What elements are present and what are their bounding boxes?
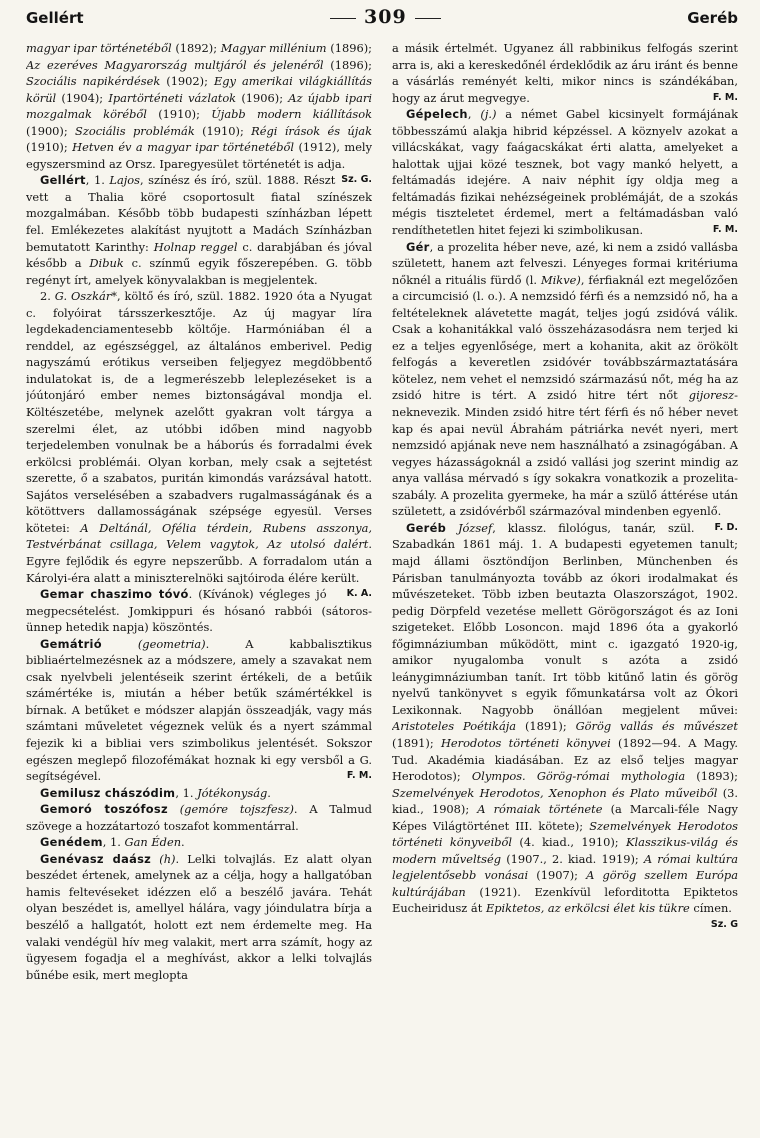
italic-text: Ipartörténeti vázlatok [108, 90, 237, 105]
body-text: (1907); [528, 868, 587, 883]
italic-text: A görög szellem Európa kultúrájában [392, 868, 738, 899]
right-column [392, 40, 738, 1132]
body-text [168, 802, 180, 816]
italic-text: Egy amerikai világkiállítás körül [26, 74, 372, 105]
entry-signature: F. M. [346, 770, 372, 782]
body-text: (1902); [160, 74, 214, 89]
entry-headword: Gemilusz chászódim [40, 785, 176, 800]
italic-text: Újabb modern kiállítások [211, 107, 372, 122]
entry-gepelech [392, 106, 738, 238]
body-text: (1910); [26, 140, 73, 155]
italic-text: József [457, 520, 493, 535]
italic-text: Herodotos történeti könyvei [440, 735, 611, 750]
italic-text: Klasszikus-világ és modern műveltség [392, 835, 738, 866]
italic-text: Görög vallás és művészet [575, 719, 738, 734]
body-text: (1892—94. A Magy. Tud. Akadémia kiadásában. Ez az első teljes magyar Herodotos); [392, 735, 738, 784]
body-text: (1904); [56, 90, 109, 105]
entry-signature: F. M. [712, 91, 738, 103]
running-header [26, 6, 738, 40]
italic-text: Szociális napikérdések [26, 74, 161, 89]
entry-headword: Gellért [40, 173, 86, 188]
italic-text: (geometria) [137, 636, 206, 651]
entry-headword: Gemátrió [40, 636, 102, 651]
entry-gemar [26, 586, 372, 636]
italic-text: Hetven év a magyar ipar történetéből [72, 140, 295, 155]
header-right-keyword: Geréb [687, 9, 738, 27]
body-text: (1891); [516, 719, 576, 734]
entry-gellert-lajos [26, 172, 372, 288]
body-text: . [181, 835, 185, 850]
body-text: , költő és író, szül. 1882. 1920 óta a Nyugat c. folyóirat társszerkesztője. Az új magyar líra legdekadenciamentesebb költője. Harmóniában él a renddel, az egészséggel, az általános emberivel. Pedig nagyszámú erótikus verseiben feljegyez megdöbbentő indulatokat is, de a legmerészebb leleplezéseket is a jóútonjáró ember nemes biztonságával mondja el. Költészetébe, melynek azelőtt gyakran volt tárgya a szerelmi élet, az utóbbi időben mind nagyobb terjedelemben vonulnak be a háborús és forradalmi évek erkölcsi problémái. Olyan korban, mely csak a sejtetést szerette, ő a szabatos, puritán kimondás varázsával hatott. Sajátos verselésében a szabadvers rugalmasságának és a kötöttvers dallamosságának szépsége egyesül. Verses kötetei: [26, 289, 372, 535]
entry-genedem [26, 834, 372, 851]
body-text: (1896); [323, 57, 372, 72]
body-text: , a prozelita héber neve, azé, ki nem a zsidó vallásba született, hanem azt felveszi. Lényeges formai kritériuma nőknél a rituális fürdő (l. [392, 239, 738, 287]
body-text: , [467, 107, 481, 122]
entry-gemilusz [26, 785, 372, 802]
entry-signature: F. M. [712, 224, 738, 236]
body-text: 2. [40, 289, 55, 304]
body-text: , 1. [102, 835, 125, 850]
italic-text: Gan Éden [124, 835, 182, 850]
italic-text: Szociális problémák [75, 123, 195, 138]
body-text: a német Gabel kicsinyelt formájának többesszámú alakja hibrid képzéssel. A köznyelv azokat a villácskákat, vagy faágacskákat érti alatta, amelyeket a halottak ujjai közé tesznek, bot vagy mankó helyett, a feltámadás idejére. A naiv néphit így oldja meg a feltámadás fizikai nehézségeinek problémáját, de a szokás mégis tiszteletet érdemel, mert a feltámadásban való rendíthetetlen hitet fejezi ki szimbolikusan. [392, 107, 738, 238]
entry-headword: Genévasz daász [40, 851, 152, 866]
body-text: (3. kiad., 1908); [392, 785, 738, 817]
entry-headword: Genédem [40, 835, 103, 850]
entry-signature: K. A. [346, 588, 372, 600]
body-text: -neknevezik. Minden zsidó hitre tért férfi és nő héber nevet kap és apai nevül Ábrahám pátriárka nevét nyeri, mert nemzsidó apjának neve nem használható a zsinagógában. A vegyes házasságoknál a zsidó vallási jog szerint mindig az anya vallása mérvadó s így sokakra vonatkozik a prozelita-szabály. A prozelita gyermeke, ha már a szülő áttérése után született, a zsidóvérből származóval mindenben egyenlő. [392, 388, 738, 519]
body-text: , színész és író, szül. 1888. Részt vett a Thalia köré csoportosult fiatal színészek mozgalmában. Később több budapesti színházban lépett fel. Emlékezetes alakítást nyujtott a Madách Színházban bemutatott Karinthy: [26, 173, 372, 254]
body-text: (1891); [392, 735, 441, 750]
italic-text: Dibuk [89, 256, 124, 271]
italic-text: Epiktetos, az erkölcsi élet kis tükre [485, 901, 690, 916]
body-text: (1893); [685, 769, 738, 784]
entry-headword: Geréb [406, 520, 447, 535]
body-text: . [267, 785, 271, 800]
italic-text: Holnap reggel [153, 239, 238, 254]
italic-text: A Deltánál, Ofélia térdein, Rubens asszonya, Testvérbánat csillaga, Velem vagytok, Az utolsó dalért [26, 520, 372, 552]
header-dash-right [415, 18, 441, 19]
entry-signature: F. D. [714, 521, 738, 533]
entry-gematrio [26, 636, 372, 785]
italic-text: magyar ipar történetéből [26, 41, 172, 55]
body-text: . A kabbalisztikus bibliaértelmezésnek az a módszere, amely a szavakat nem csak nyelvbeli jelentéseik szerint értékeli, de a betűik számértéke is, miután a héber betűk számértékkel is bírnak. A betűket e módszer alapján összeadják, vagy más számtani műveletet végeznek velük és a nyert számmal fejezik ki a bibliai vers szimbolikus jelentését. Sokszor egészen meglepő filozofémákat hoznak ki egy versből a G. segítségével. [26, 636, 372, 784]
italic-text: Jótékonyság [197, 785, 268, 800]
body-text: c. darabjában és jóval később a [26, 239, 372, 271]
body-text: . A Talmud szövege a hozzátartozó toszafot kommentárral. [26, 802, 372, 833]
entry-headword: Gépelech [406, 107, 468, 122]
body-text: címen. [689, 901, 732, 916]
body-text: . (Kívánok) végleges jó megpecsételést. Jomkippuri és hósanó rabbói (sátoros-ünnep hetedik napja) köszöntés. [26, 587, 372, 635]
body-text: a másik értelmét. Ugyanez áll rabbinikus felfogás szerint arra is, aki a kereskedőnél érdeklődik az áru iránt és benne a vásárlás reményét kelti, mikor nincs is szándékában, hogy az árut megvegye. [392, 41, 738, 105]
italic-text: Szemelvények Herodotos, Xenophon és Plato műveiből [392, 785, 718, 800]
body-text: (1896); [326, 41, 372, 55]
body-text [102, 637, 138, 651]
italic-text: (gemóre tojszfesz) [179, 802, 294, 817]
body-text: . Lelki tolvajlás. Ez alatt olyan beszédet értenek, amelynek az a célja, hogy a hallgatóban hamis feltevéseket idézzen elő a beszélő javára. Tehát olyan beszédet is, amellyel hálára, vagy jóindulatra bírja a beszélő a hallgatót, holott ezt nem érdemelte meg. Ha valaki vendégül hív meg valakit, mert arra számít, hogy az ügyesem fogadja el a meghívást, akkor a lelki tolvajlás bűnébe esik, mert meglopta [26, 851, 372, 982]
body-text: , klassz. filológus, tanár, szül. Szabadkán 1861 máj. 1. A budapesti egyetemen tanult; majd állami ösztöndíjon Berlinben, Münchenben és Párisban tanulmányozta tovább az ókori irodalmakat és művészeteket. Több izben beutazta Olaszországot, 1902. pedig Dörpfeld vezetése mellett Görögországot és az Ioni szigeteket. Előbb Losoncon. majd 1896 óta a gyakorló főgimnáziumban működött, mint c. igazgató 1920-ig, amikor nyugalomba vonult s azóta a zsidó leánygimnáziumban tanít. Irt több kitűnő latin és görög nyelvű tankönyvet s egyik főmunkatársa volt az Ókori Lexikonnak. Nagyobb önállóan megjelent művei: [392, 520, 738, 717]
header-page-number-group [322, 6, 449, 28]
italic-text: Mikve) [540, 272, 581, 287]
entry-headword: Gemar chaszimo tóvó [40, 587, 189, 602]
italic-text: (h) [159, 851, 176, 866]
left-column [26, 40, 372, 1132]
italic-text: Aristoteles Poétikája [392, 719, 517, 734]
italic-text: Régi írások és újak [251, 123, 372, 138]
italic-text: Lajos [109, 173, 140, 188]
italic-text: G. Oszkár* [54, 289, 117, 304]
body-text: , 1. [175, 785, 198, 800]
header-left-keyword: Gellért [26, 9, 84, 27]
italic-text: gijoresz [688, 388, 735, 403]
body-text: c. színmű egyik főszerepében. G. több regényt írt, amelyek könyvalakban is megjelentek. [26, 256, 372, 287]
body-text: (4. kiad., 1910); [512, 835, 627, 850]
italic-text: A rómaiak története [477, 802, 603, 817]
body-text: (1910); [194, 123, 252, 138]
italic-text: Az ezeréves Magyarország multjáról és jelenéről [26, 57, 324, 72]
italic-text: A római kultúra legjelentősebb vonásai [392, 851, 738, 883]
entry-headword: Gér [406, 239, 430, 254]
body-text: (a Marcali-féle Nagy Képes Világtörténet III. kötete); [392, 802, 738, 833]
two-column-body [26, 40, 738, 1132]
body-text [446, 521, 458, 535]
entry-headword: Gemoró toszófosz [40, 802, 168, 817]
body-text: (1907., 2. kiad. 1919); [501, 851, 644, 866]
body-text: (1900); [26, 123, 76, 138]
italic-text: Az újabb ipari mozgalmak köréből [26, 90, 372, 122]
page-number: 309 [364, 6, 407, 28]
header-dash-left [330, 18, 356, 19]
italic-text: Szemelvények Herodotos történeti könyveiből [392, 818, 738, 850]
entry-signature: Sz. G. [341, 174, 372, 186]
body-text: (1912), mely egyszersmind az Orsz. Iparegyesület történetét is adja. [26, 140, 372, 171]
entry-gereb-jozsef [392, 520, 738, 930]
italic-text: Olympos. Görög-római mythologia [471, 769, 686, 784]
body-text: (1906); [236, 90, 289, 105]
body-text: . Egyre fejlődik és egyre nepszerűbb. A forradalom után a Károlyi-éra alatt a miniszterelnöki sajtóiroda élére került. [26, 537, 372, 585]
entry-gemoro [26, 801, 372, 834]
italic-text: (j.) [480, 107, 497, 122]
body-text: (1892); [171, 41, 221, 55]
body-text: , férfiaknál ezt megelőzően a circumcisió (l. o.). A nemzsidó férfi és a nemzsidó nő, ha a feltételeknek alávetette magát, teljes jogú zsidóvá válik. Csak a kohanitákkal való összeházasodásra nem terjed ki ez a teljes egyenlősége, mert a kohanita, akit az örökölt felfogás a keveretlen zsidóvér továbbszármaztatására kötelez, nem vehet el nemzsidó származású nőt, még ha az zsidó hitre is tért. A zsidó hitre tért nőt [392, 272, 738, 403]
body-text: (1910); [146, 107, 212, 122]
italic-text: Magyar millénium [220, 41, 327, 55]
entry-genevasz [26, 851, 372, 983]
body-text: (1921). Ezenkívül leforditotta Epiktetos Eucheiridusz át [392, 884, 738, 916]
entry-genevasz-cont [392, 40, 738, 106]
entry-signature: Sz. G [710, 918, 738, 930]
body-text: , 1. [85, 173, 110, 188]
